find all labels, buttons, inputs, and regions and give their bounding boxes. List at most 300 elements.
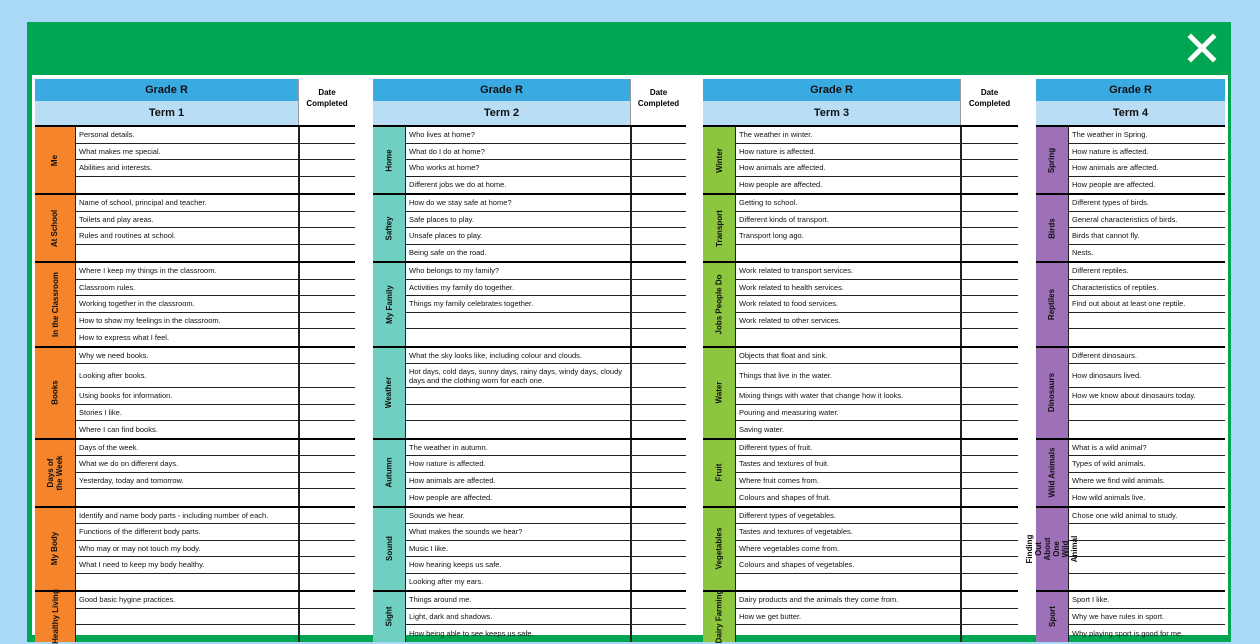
date-completed-cell[interactable] [298,388,355,404]
topic-cell [1068,405,1225,421]
topic-group [373,193,686,261]
date-completed-cell[interactable] [630,508,686,524]
date-completed-cell[interactable] [298,508,355,524]
topic-rows [1068,508,1225,591]
date-completed-cell[interactable] [298,160,355,176]
date-completed-cell[interactable] [298,456,355,472]
topic-cell [405,313,630,329]
table-row [735,541,1018,558]
date-completed-cell[interactable] [960,245,1018,262]
table-row [405,228,686,245]
table-row [735,508,1018,525]
topic-cell: Things that live in the water. [735,364,960,387]
table-row [735,421,1018,438]
date-completed-cell[interactable] [298,364,355,387]
subject-name: Transport [714,209,724,247]
date-completed-cell[interactable] [960,574,1018,591]
topic-cell: How we know about dinosaurs today. [1068,388,1225,404]
subject-label [703,127,735,193]
subject-label [1036,348,1068,438]
date-completed-cell[interactable] [630,177,686,194]
topic-group [1036,346,1225,438]
topic-cell: Different dinosaurs. [1068,348,1225,364]
date-completed-cell[interactable] [298,228,355,244]
date-completed-cell[interactable] [630,329,686,346]
date-completed-cell[interactable] [960,144,1018,160]
date-completed-cell[interactable] [298,348,355,364]
date-completed-cell[interactable] [630,313,686,329]
subject-name: Healthy Living [50,589,60,644]
subject-label [373,592,405,642]
subject-label [373,348,405,438]
date-completed-cell[interactable] [960,557,1018,573]
topic-cell: Where I keep my things in the classroom. [75,263,298,279]
topic-cell: Work related to transport services. [735,263,960,279]
table-row [735,557,1018,574]
date-completed-cell[interactable] [630,195,686,211]
topic-cell: Dairy products and the animals they come from. [735,592,960,608]
term-title: Term 4 [1036,101,1225,125]
date-completed-cell[interactable] [960,280,1018,296]
table-row [1068,473,1225,490]
table-row [75,609,355,626]
subject-name: Saftey [384,215,394,241]
date-completed-cell[interactable] [298,313,355,329]
close-x-icon[interactable] [1186,32,1218,64]
table-row [1068,329,1225,346]
topic-cell: Pouring and measuring water. [735,405,960,421]
table-row [735,574,1018,591]
table-row [405,144,686,161]
subject-label [1036,592,1068,642]
subject-label [1036,127,1068,193]
table-row [735,245,1018,262]
topic-cell [735,574,960,591]
subject-name: Sound [384,536,394,562]
subject-label [703,348,735,438]
date-completed-cell[interactable] [960,195,1018,211]
date-completed-cell[interactable] [298,296,355,312]
topic-cell: Work related to food services. [735,296,960,312]
date-completed-cell[interactable] [298,245,355,262]
date-completed-cell[interactable] [630,625,686,642]
topic-group [1036,590,1225,642]
table-row [75,127,355,144]
date-completed-cell[interactable] [630,541,686,557]
topic-cell [735,245,960,262]
topic-cell: Different kinds of transport. [735,212,960,228]
date-completed-cell[interactable] [960,541,1018,557]
date-completed-cell[interactable] [960,127,1018,143]
table-row [405,405,686,422]
date-completed-cell[interactable] [630,228,686,244]
subject-name: Vegetables [714,527,724,570]
topic-cell [1068,541,1225,557]
subject-name: Water [714,381,724,404]
topic-cell: Different types of birds. [1068,195,1225,211]
date-completed-cell[interactable] [960,348,1018,364]
subject-name: At School [50,209,60,247]
topic-group [1036,261,1225,346]
topic-group [373,125,686,193]
date-completed-header: Date Completed [630,79,686,125]
date-completed-cell[interactable] [298,489,355,506]
table-row [735,348,1018,365]
topic-cell: What is a wild animal? [1068,440,1225,456]
table-row [1068,195,1225,212]
table-row [405,364,686,388]
date-completed-cell[interactable] [960,212,1018,228]
date-completed-cell[interactable] [630,160,686,176]
subject-label [1036,440,1068,506]
topic-group [373,506,686,591]
topic-cell: Personal details. [75,127,298,143]
table-row [1068,313,1225,330]
date-completed-cell[interactable] [960,329,1018,346]
date-completed-cell[interactable] [630,489,686,506]
table-row [735,263,1018,280]
table-row [1068,489,1225,506]
subject-name: Fruit [714,463,724,482]
date-completed-cell[interactable] [630,364,686,387]
date-completed-cell[interactable] [630,348,686,364]
topic-cell: Who belongs to my family? [405,263,630,279]
date-completed-cell[interactable] [298,625,355,642]
date-completed-cell[interactable] [298,212,355,228]
date-completed-cell[interactable] [630,557,686,573]
topic-group [373,261,686,346]
date-completed-cell[interactable] [960,421,1018,438]
topic-cell: Transport long ago. [735,228,960,244]
topic-group [35,193,355,261]
topic-cell: The weather in autumn. [405,440,630,456]
topic-cell [1068,329,1225,346]
date-completed-cell[interactable] [298,421,355,438]
topic-cell: Types of wild animals. [1068,456,1225,472]
topic-cell [735,625,960,642]
date-completed-cell[interactable] [630,388,686,404]
topic-rows [735,508,1018,591]
table-row [1068,364,1225,388]
table-header [373,79,686,125]
table-row [75,388,355,405]
topic-cell: Things my family celebrates together. [405,296,630,312]
date-completed-cell[interactable] [960,263,1018,279]
topic-rows [735,127,1018,193]
date-completed-cell[interactable] [960,388,1018,404]
topic-cell: Unsafe places to play. [405,228,630,244]
topic-group [35,125,355,193]
subject-name: Birds [1047,217,1057,239]
topic-cell [1068,524,1225,540]
table-row [405,160,686,177]
curriculum-sheet [32,75,1228,644]
date-completed-cell[interactable] [960,177,1018,194]
table-row [75,625,355,642]
header-titles [373,79,630,125]
date-completed-cell[interactable] [630,421,686,438]
table-row [735,489,1018,506]
date-completed-cell[interactable] [298,329,355,346]
date-completed-cell[interactable] [630,212,686,228]
topic-cell [75,177,298,194]
table-row [735,160,1018,177]
topic-cell: Yesterday, today and tomorrow. [75,473,298,489]
term-table-4 [1025,79,1225,642]
date-completed-cell[interactable] [298,541,355,557]
table-row [735,296,1018,313]
topic-cell: Safe places to play. [405,212,630,228]
date-completed-cell[interactable] [298,609,355,625]
date-completed-cell[interactable] [630,405,686,421]
subject-label [35,508,75,591]
topic-rows [1068,348,1225,438]
table-row [1068,212,1225,229]
topic-cell: What makes the sounds we hear? [405,524,630,540]
topic-cell: Different types of fruit. [735,440,960,456]
grade-title: Grade R [703,79,960,101]
table-row [1068,456,1225,473]
topic-cell: How hearing keeps us safe. [405,557,630,573]
subject-name: Home [384,148,394,172]
topic-cell: Sport I like. [1068,592,1225,608]
date-completed-cell[interactable] [298,473,355,489]
table-row [75,524,355,541]
grade-title: Grade R [373,79,630,101]
table-row [405,388,686,405]
table-row [405,574,686,591]
date-completed-cell[interactable] [960,228,1018,244]
topic-cell: Classroom rules. [75,280,298,296]
topic-rows [1068,440,1225,506]
date-completed-cell[interactable] [960,609,1018,625]
subject-name: Books [50,380,60,405]
table-row [1068,574,1225,591]
topic-cell: General characteristics of birds. [1068,212,1225,228]
subject-label [703,440,735,506]
date-completed-cell[interactable] [960,313,1018,329]
date-completed-cell[interactable] [298,127,355,143]
subject-label [703,263,735,346]
term-title: Term 3 [703,101,960,125]
date-completed-cell[interactable] [960,524,1018,540]
table-row [735,212,1018,229]
topic-cell [405,421,630,438]
topic-group [35,590,355,642]
topic-cell: Hot days, cold days, sunny days, rainy days, windy days, cloudy days and the clothing worn for each one. [405,364,630,387]
table-row [75,364,355,388]
date-completed-cell[interactable] [298,263,355,279]
table-row [735,405,1018,422]
table-row [735,195,1018,212]
topic-cell: Who may or may not touch my body. [75,541,298,557]
table-row [75,541,355,558]
topic-cell [1068,421,1225,438]
topic-cell: Characteristics of reptiles. [1068,280,1225,296]
topic-group [1036,438,1225,506]
date-completed-cell[interactable] [298,524,355,540]
topic-cell: How nature is affected. [735,144,960,160]
subject-label [1025,508,1079,591]
date-completed-cell[interactable] [298,557,355,573]
subject-label [35,589,75,644]
date-completed-cell[interactable] [960,405,1018,421]
topic-cell: Being safe on the road. [405,245,630,262]
topic-cell: Looking after books. [75,364,298,387]
header-titles [703,79,960,125]
topic-cell: Tastes and textures of vegetables. [735,524,960,540]
date-completed-cell[interactable] [298,280,355,296]
date-completed-cell[interactable] [298,440,355,456]
topic-cell: Who works at home? [405,160,630,176]
table-row [75,160,355,177]
date-completed-cell[interactable] [298,177,355,194]
topic-cell: Mixing things with water that change how it looks. [735,388,960,404]
topic-cell: Colours and shapes of vegetables. [735,557,960,573]
topic-cell: Toilets and play areas. [75,212,298,228]
topic-cell: Identify and name body parts - including number of each. [75,508,298,524]
table-row [405,508,686,525]
date-completed-cell[interactable] [960,456,1018,472]
topic-group [35,438,355,506]
date-completed-cell[interactable] [298,144,355,160]
date-completed-cell[interactable] [630,245,686,262]
table-row [735,524,1018,541]
topic-cell [405,388,630,404]
topic-cell: Why playing sport is good for me. [1068,625,1225,642]
table-row [75,212,355,229]
table-row [1068,508,1225,525]
table-row [405,313,686,330]
date-completed-cell[interactable] [960,592,1018,608]
table-row [1068,625,1225,642]
table-row [75,177,355,194]
date-completed-cell[interactable] [960,489,1018,506]
table-row [1068,421,1225,438]
table-row [1068,160,1225,177]
subject-name: Wild Animals [1047,447,1057,498]
topic-cell: How to express what I feel. [75,329,298,346]
date-completed-cell[interactable] [960,473,1018,489]
table-row [405,541,686,558]
topic-rows [405,127,686,193]
table-row [405,212,686,229]
term-title: Term 1 [35,101,298,125]
table-row [1068,557,1225,574]
topic-cell: Work related to health services. [735,280,960,296]
table-row [405,329,686,346]
topic-cell: How to show my feelings in the classroom. [75,313,298,329]
date-completed-cell[interactable] [960,508,1018,524]
topic-cell: Saving water. [735,421,960,438]
date-completed-cell[interactable] [630,296,686,312]
topic-cell: How being able to see keeps us safe. [405,625,630,642]
topic-cell: Different jobs we do at home. [405,177,630,194]
topic-cell [1068,574,1225,591]
topic-group [1025,506,1225,591]
date-completed-header: Date Completed [298,79,355,125]
topic-cell: Where vegetables come from. [735,541,960,557]
subject-name: My Body [50,532,60,566]
table-row [735,440,1018,457]
table-row [75,245,355,262]
date-completed-cell[interactable] [630,144,686,160]
topic-group [703,346,1018,438]
date-completed-cell[interactable] [630,263,686,279]
table-row [735,364,1018,388]
subject-label [703,589,735,644]
subject-label [373,508,405,591]
table-row [1068,388,1225,405]
date-completed-cell[interactable] [960,625,1018,642]
table-row [1068,609,1225,626]
topic-group [373,346,686,438]
subject-label [35,348,75,438]
date-completed-cell[interactable] [630,440,686,456]
topic-cell: What do I do at home? [405,144,630,160]
table-row [75,280,355,297]
date-completed-cell[interactable] [630,456,686,472]
date-completed-cell[interactable] [630,592,686,608]
topic-cell: Objects that float and sink. [735,348,960,364]
table-row [75,473,355,490]
topic-rows [1068,195,1225,261]
topic-group [703,125,1018,193]
date-completed-header: Date Completed [960,79,1018,125]
topic-cell: Where we find wild animals. [1068,473,1225,489]
date-completed-cell[interactable] [298,574,355,591]
date-completed-cell[interactable] [630,127,686,143]
table-row [75,313,355,330]
subject-label [35,440,75,506]
topic-cell: What we do on different days. [75,456,298,472]
subject-name: Winter [714,147,724,173]
date-completed-cell[interactable] [298,405,355,421]
date-completed-cell[interactable] [960,440,1018,456]
topic-cell: Why we need books. [75,348,298,364]
date-completed-cell[interactable] [630,574,686,591]
table-row [735,127,1018,144]
topic-cell [75,574,298,591]
topic-cell: How we get butter. [735,609,960,625]
date-completed-cell[interactable] [630,609,686,625]
topic-group [703,590,1018,642]
table-row [735,313,1018,330]
date-completed-cell[interactable] [630,524,686,540]
topic-cell: What makes me special. [75,144,298,160]
table-row [405,489,686,506]
date-completed-cell[interactable] [630,280,686,296]
date-completed-cell[interactable] [960,296,1018,312]
date-completed-cell[interactable] [298,195,355,211]
topic-rows [1068,592,1225,642]
date-completed-cell[interactable] [630,473,686,489]
topic-rows [405,508,686,591]
table-row [75,574,355,591]
date-completed-cell[interactable] [298,592,355,608]
table-row [405,625,686,642]
date-completed-cell[interactable] [960,364,1018,387]
table-row [405,280,686,297]
subject-name: Sport [1047,606,1057,628]
grade-title: Grade R [1036,79,1225,101]
subject-label [703,508,735,591]
table-row [75,296,355,313]
topic-cell: How wild animals live. [1068,489,1225,506]
date-completed-cell[interactable] [960,160,1018,176]
term-table-2 [373,79,686,642]
topic-cell: Getting to school. [735,195,960,211]
